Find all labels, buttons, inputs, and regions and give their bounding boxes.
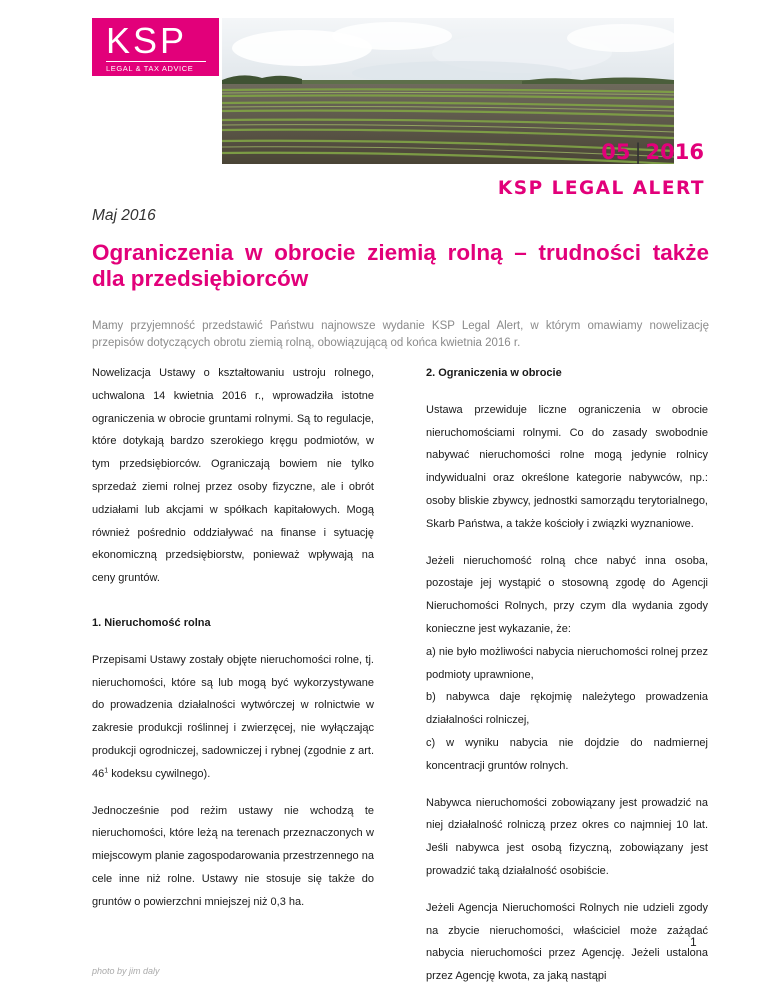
issue-separator: |	[634, 140, 642, 164]
section-1-paragraph-1	[92, 649, 374, 786]
section-1-heading: 1. Nieruchomość rolna	[92, 616, 211, 629]
section-2-paragraph-1: Ustawa przewiduje liczne ograniczenia w obrocie nieruchomościami rolnymi. Co do zasady swobodnie nabywać nieruchomości rolne mogą jedynie rolnicy indywidualni oraz określone kategorie nabywców, np.: osoby bliskie zbywcy, jednostki samorządu terytorialnego, Skarb Państwa, a także kościoły i związki wyznaniowe.	[426, 403, 708, 530]
issue-year: 2016	[645, 140, 704, 164]
intro-paragraph: Nowelizacja Ustawy o kształtowaniu ustroju rolnego, uchwalona 14 kwietnia 2016 r., wprowadziła istotne ograniczenia w obrocie gruntami rolnymi. Są to regulacje, które dotykają bardzo szerokiego kręgu podmiotów, w tym przedsiębiorców. Ograniczają bowiem nie tylko sprzedaż ziemi rolnej przez osoby fizyczne, ale i obrót udziałami lub akcjami w spółkach kapitałowych. Mogą również pośrednio oddziaływać na finanse i sytuację ekonomiczną przedsiębiorstw, ponieważ wpływają na ceny gruntów.	[92, 367, 374, 585]
logo-tagline: LEGAL & TAX ADVICE	[106, 64, 194, 73]
issue-number	[600, 140, 704, 164]
logo-divider	[106, 61, 206, 62]
section-2-paragraph-3: Nabywca nieruchomości zobowiązany jest prowadzić na niej działalność rolniczą przez okres co najmniej 10 lat. Jeśli nabywca jest osobą fizyczną, zobowiązany jest prowadzić taką działalność osobiście.	[426, 796, 708, 877]
section-2-paragraph-2: Jeżeli nieruchomość rolną chce nabyć inna osoba, pozostaje jej wystąpić o stosowną zgodę do Agencji Nieruchomości Rolnych, przy czym dla wydania zgody konieczne jest wykazanie, że:	[426, 554, 708, 635]
publication-date: Maj 2016	[92, 207, 156, 224]
section-1-text-b: kodeksu cywilnego).	[108, 767, 211, 780]
ksp-logo	[92, 18, 219, 76]
photo-credit: photo by jim daly	[92, 966, 160, 976]
page-number: 1	[690, 935, 697, 949]
logo-mark: KSP	[106, 20, 188, 61]
footnote-mark: 1	[104, 767, 109, 775]
article-headline: Ograniczenia w obrocie ziemią rolną – trudności także dla przedsiębiorców	[92, 240, 709, 291]
issue-no: 05	[601, 140, 631, 164]
section-1-text-a: Przepisami Ustawy zostały objęte nieruchomości rolne, tj. nieruchomości, które są lub mogą być wykorzystywane do prowadzenia działalności wytwórczej w rolnictwie w zakresie produkcji roślinnej i zwierzęcej, nie wyłączając produkcji ogrodniczej, sadowniczej i rybnej (zgodnie z art. 46	[92, 653, 374, 780]
condition-b: b) nabywca daje rękojmię należytego prowadzenia działalności rolniczej,	[426, 691, 708, 727]
section-1-paragraph-2: Jednocześnie pod reżim ustawy nie wchodzą te nieruchomości, które leżą na terenach przeznaczonych w miejscowym planie zagospodarowania przestrzennego na cele inne niż rolne. Ustawy nie stosuje się także do gruntów o powierzchni mniejszej niż 0,3 ha.	[92, 804, 374, 908]
left-column	[92, 362, 374, 928]
series-title: KSP LEGAL ALERT	[497, 178, 705, 199]
condition-a: a) nie było możliwości nabycia nieruchomości rolnej przez podmioty uprawnione,	[426, 645, 708, 681]
right-column	[426, 362, 708, 1002]
section-2-heading: 2. Ograniczenia w obrocie	[426, 367, 562, 379]
condition-c: c) w wyniku nabycia nie dojdzie do nadmiernej koncentracji gruntów rolnych.	[426, 736, 708, 772]
section-2-paragraph-4: Jeżeli Agencja Nieruchomości Rolnych nie udzieli zgody na zbycie nieruchomości, właściciel może zażądać nabycia nieruchomości przez Agencję. Jeżeli ustalona przez Agencję kwota, za jaką nastąpi	[426, 901, 708, 983]
lead-paragraph: Mamy przyjemność przedstawić Państwu najnowsze wydanie KSP Legal Alert, w którym omawiamy nowelizację przepisów dotyczących obrotu ziemią rolną, obowiązującą od końca kwietnia 2016 r.	[92, 320, 709, 349]
